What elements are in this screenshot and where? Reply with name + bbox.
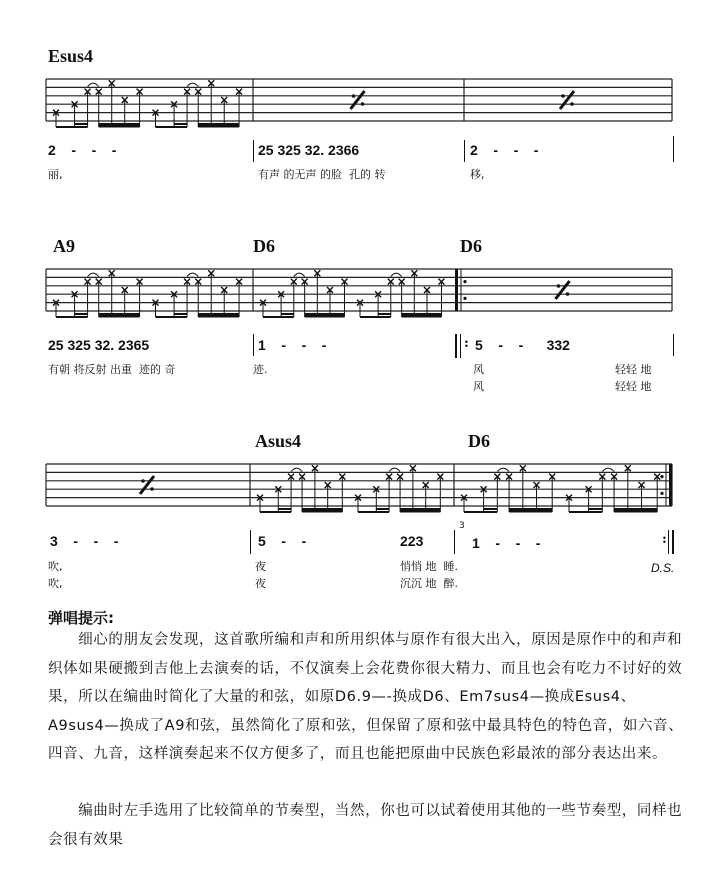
lyric: 丽, bbox=[48, 168, 63, 181]
jianpu-barline bbox=[673, 334, 674, 356]
jianpu-measure: 3 - - - bbox=[50, 533, 119, 549]
chord-label: D6 bbox=[460, 236, 482, 256]
lyric: 吹, bbox=[48, 560, 63, 573]
jianpu-measure: 1 - - - bbox=[472, 535, 541, 551]
lyric: 沉沉 地 醉. bbox=[400, 577, 458, 590]
repeat-dots: : bbox=[662, 532, 667, 547]
jianpu-repeat-barline bbox=[672, 530, 674, 554]
repeat-dots: : bbox=[464, 336, 469, 351]
tips-paragraph: 编曲时左手选用了比较简单的节奏型，当然，你也可以试着使用其他的一些节奏型，同样也会很有效果 bbox=[48, 803, 683, 848]
chord-label: Esus4 bbox=[48, 46, 94, 66]
tips-paragraph: 细心的朋友会发现，这首歌所编和声和所用织体与原作有很大出入，原因是原作中的和声和织体如果硬搬到吉他上去演奏的话，不仅演奏上会花费你很大精力、而且也会有吃力不讨好的效果，所以在编曲时简化了大量的和弦，如原D6.9—-换成D6、Em7sus4—换成Esus4、A9sus4—换成了A9和弦，虽然简化了原和弦，但保留了原和弦中最具特色的特色音，如六音、四音、九音，这样演奏起来不仅方便多了，而且也能把原曲中民族色彩最浓的部分表达出来。 bbox=[48, 632, 684, 762]
jianpu-barline bbox=[673, 136, 674, 162]
jianpu-barline bbox=[253, 140, 254, 162]
jianpu-barline bbox=[253, 334, 254, 356]
jianpu-measure: 2 - - - bbox=[48, 142, 117, 158]
jianpu-barline bbox=[454, 530, 455, 554]
jianpu-measure: 5 - - 332 bbox=[475, 337, 570, 353]
lyric: 悄悄 地 睡. bbox=[400, 560, 458, 573]
chord-label: D6 bbox=[253, 236, 275, 256]
lyric: 移, bbox=[470, 168, 485, 181]
tips-title: 弹唱提示: bbox=[48, 609, 114, 627]
lyric: 有朝 将反射 出重 迹的 奇 bbox=[48, 363, 176, 376]
jianpu-repeat-barline bbox=[455, 334, 457, 358]
jianpu-measure: 25 325 32. 2366 bbox=[258, 142, 360, 158]
chord-label: D6 bbox=[468, 431, 490, 451]
lyric: 吹, bbox=[48, 577, 63, 590]
chord-label: Asus4 bbox=[255, 431, 302, 451]
lyric: 风 bbox=[473, 380, 484, 393]
jianpu-barline bbox=[464, 140, 465, 162]
chord-label: A9 bbox=[53, 236, 75, 256]
lyric: 夜 bbox=[255, 560, 266, 573]
lyric: 轻轻 地 bbox=[615, 380, 652, 393]
fingering-mark: 3 bbox=[459, 521, 465, 531]
jianpu-measure: 223 bbox=[400, 533, 424, 549]
jianpu-measure: 5 - - bbox=[258, 533, 307, 549]
lyric: 夜 bbox=[255, 577, 266, 590]
jianpu-measure: 2 - - - bbox=[470, 142, 539, 158]
lyric: 风 bbox=[473, 363, 484, 376]
lyric: 轻轻 地 bbox=[615, 363, 652, 376]
jianpu-barline bbox=[250, 530, 251, 554]
ds-mark: D.S. bbox=[651, 561, 675, 575]
jianpu-repeat-barline bbox=[460, 334, 461, 358]
jianpu-measure: 25 325 32. 2365 bbox=[48, 337, 150, 353]
jianpu-repeat-barline bbox=[668, 530, 669, 554]
jianpu-measure: 1 - - - bbox=[258, 337, 327, 353]
lyric: 迹. bbox=[253, 363, 268, 376]
lyric: 有声 的无声 的脸 孔的 转 bbox=[258, 168, 386, 181]
